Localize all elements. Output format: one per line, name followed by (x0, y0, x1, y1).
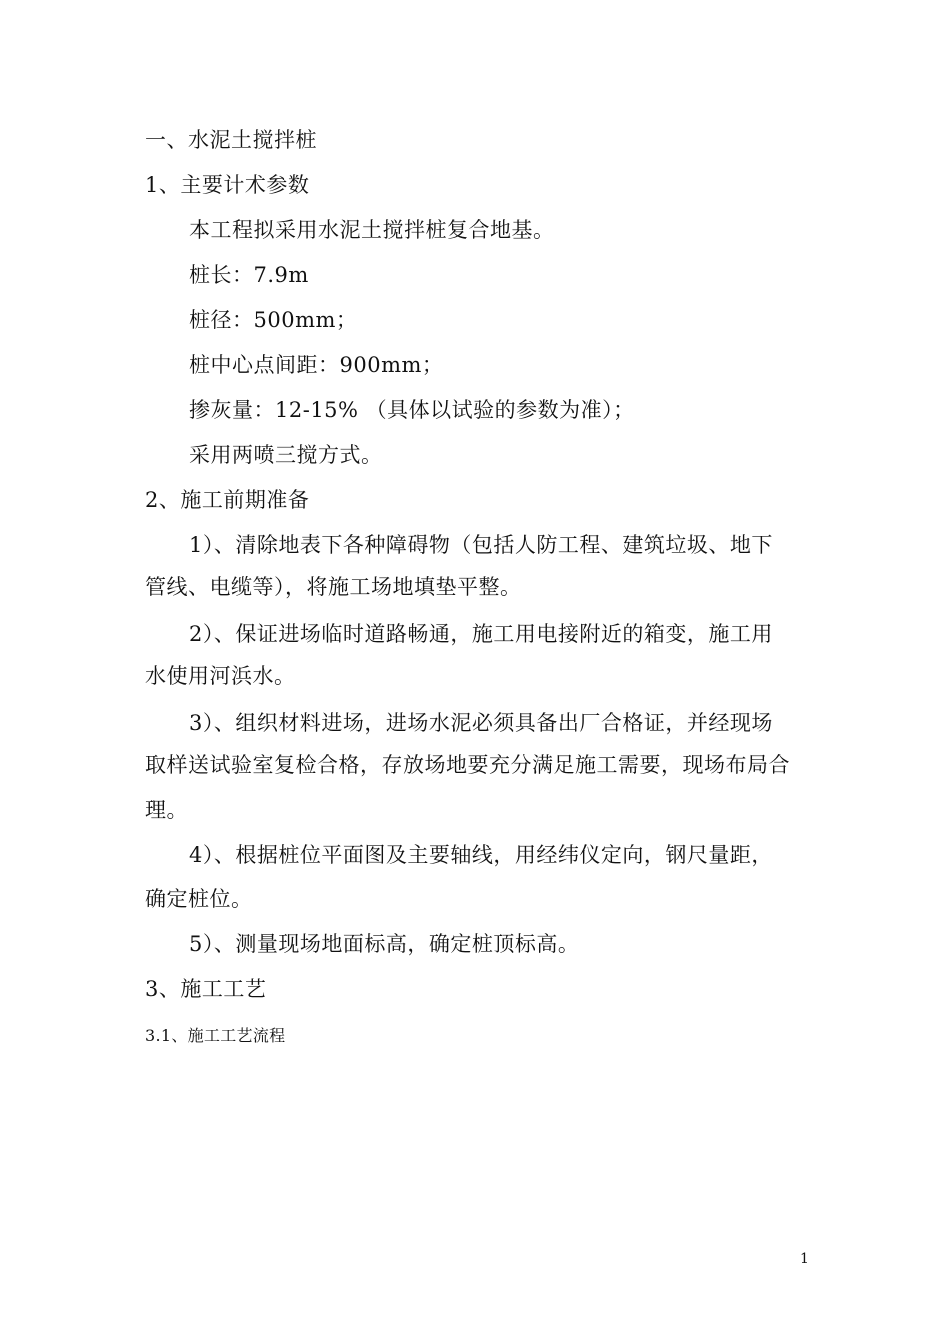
prep-item-5-line-1: 5）、测量现场地面标高，确定桩顶标高。 (189, 932, 580, 956)
prep-item-3-line-2: 取样送试验室复检合格，存放场地要充分满足施工需要，现场布局合 (145, 753, 790, 777)
param-line-pile-diameter: 桩径：500mm； (189, 308, 358, 332)
subsection-2-heading: 2、施工前期准备 (145, 488, 310, 512)
param-line-cement-ratio: 掺灰量：12-15% （具体以试验的参数为准）； (189, 398, 635, 422)
page-number: 1 (800, 1251, 809, 1267)
param-line-intro: 本工程拟采用水泥土搅拌桩复合地基。 (189, 218, 555, 242)
prep-item-2-line-1: 2）、保证进场临时道路畅通，施工用电接附近的箱变，施工用 (189, 622, 773, 646)
param-line-pile-length: 桩长：7.9m (189, 263, 309, 287)
prep-item-3-line-1: 3）、组织材料进场，进场水泥必须具备出厂合格证，并经现场 (189, 711, 773, 735)
prep-item-1-line-1: 1）、清除地表下各种障碍物（包括人防工程、建筑垃圾、地下 (189, 533, 773, 557)
subsection-3-1-heading: 3.1、施工工艺流程 (145, 1026, 286, 1045)
param-line-pile-spacing: 桩中心点间距：900mm； (189, 353, 444, 377)
prep-item-3-line-3: 理。 (145, 798, 188, 822)
section-heading: 一、水泥土搅拌桩 (145, 128, 317, 152)
param-line-method: 采用两喷三搅方式。 (189, 443, 383, 467)
prep-item-1-line-2: 管线、电缆等），将施工场地填垫平整。 (145, 575, 522, 599)
prep-item-2-line-2: 水使用河浜水。 (145, 664, 296, 688)
prep-item-4-line-2: 确定桩位。 (145, 887, 253, 911)
prep-item-4-line-1: 4）、根据桩位平面图及主要轴线，用经纬仪定向，钢尺量距， (189, 843, 773, 867)
subsection-3-heading: 3、施工工艺 (145, 977, 267, 1001)
subsection-1-heading: 1、主要计术参数 (145, 173, 310, 197)
